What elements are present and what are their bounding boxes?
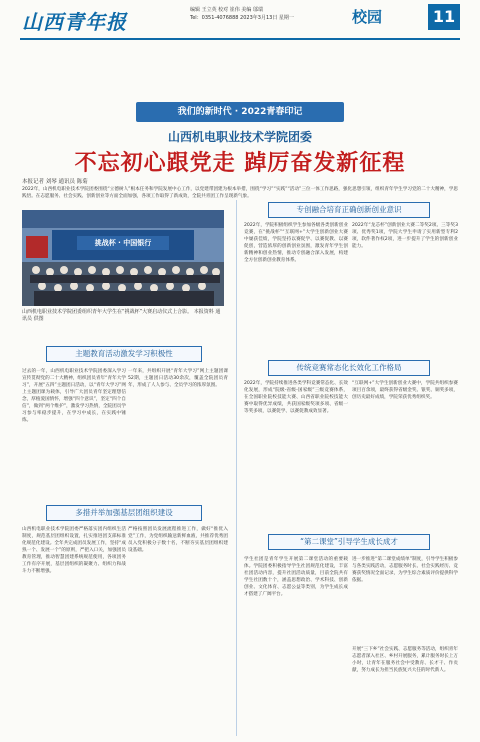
- section2-paragraph-b: 严格按照团员发展流程推进工作，做好“推优入党”工作，为党组织输送新鲜血液，共推荐优秀团员入党积极分子数十名，不断夯实基层团组织建设基础。: [128, 527, 228, 553]
- article-subtitle: 山西机电职业技术学院团委: [167, 130, 312, 144]
- section-heading-1: 主题教育活动激发学习积极性: [46, 346, 202, 362]
- intro-paragraph: 2022年，山西机电职业技术学院团委围绕“立德树人”根本任务和学院发展中心工作，以党建带团建为根本举措，围绕“学习”“实践”“活动”三位一体工作思路，强化思想引领，组织青年学生学习党的二十大精神，学思践悟。在志愿服务、社会实践、创新创业等方面全面加强，各项工作取得了新成效，全院共青团工作呈现新气象。: [22, 187, 458, 199]
- article-byline: 本报记者 刘琴 通讯员 陈菊: [22, 179, 88, 185]
- group-photo-illustration: [22, 210, 224, 306]
- page-number: 11: [428, 4, 460, 30]
- header-rule: [20, 38, 460, 40]
- section4-paragraph-b: “互联网+”大学生创新创业大赛中，学院共组织参赛项目百余项，最终获得省级金奖、银奖、铜奖多项，创历史最好成绩，学院荣获优秀组织奖。: [352, 381, 458, 400]
- section2-paragraph-a: 山西机电职业技术学院团委严格落实团内组织生活制度，规范基层团组织设置，扎实推进团支部标准化规范化建设。全年共完成团员发展工作，坚持“成熟一个、发展一个”的原则，严把入口关，加强团员教育管理，推动智慧团建系统规范使用，各项团务工作有序开展，基层团组织的凝聚力、组织力和战斗力不断增强。: [22, 527, 126, 574]
- header-meta-line2: Tel：0351-4076888 2023年3月13日 星期一: [190, 15, 294, 21]
- section1-paragraph-a: 过去的一年，山西机电职业技术学院团委深入学习宣传贯彻党的二十大精神，组织团员青年“青年大学习”，开展“五四”主题团日活动，以“青年大学习”网上主题团课为载体，引导广大团员青年坚定理想信念，厚植爱国情怀，增强“四个意识”，坚定“四个自信”，做到“两个维护”，激发学习热情，全院团员学习参与率稳步提升，在学习中成长，在实践中锤炼。: [22, 369, 126, 423]
- column-divider: [236, 200, 237, 736]
- section5-paragraph-a: 学生社团是青年学生开展第二课堂活动的重要载体。学院团委积极指导学生社团规范化建设，丰富社团活动内容，提升社团活动质量，目前全院共有学生社团数十个，涵盖思想政治、学术科技、创新创业、文化体育、志愿公益等类别，为学生成长成才搭建了广阔平台。: [244, 557, 348, 597]
- section-heading-5: “第二课堂”引导学生成长成才: [268, 534, 430, 550]
- section5-paragraph-c: 开展“三下乡”社会实践、志愿服务等活动，组织青年志愿者深入社区、乡村开展服务，累计服务时长上万小时，让青年在服务社会中受教育、长才干、作贡献，努力成长为担当民族复兴大任的时代新人。: [352, 647, 458, 673]
- photo-caption: 山西机电职业技术学院团委组织青年大学生在“挑战杯”大赛启动仪式上合影。 本报资料 通讯员 供图: [22, 309, 221, 322]
- section5-paragraph-b: 进一步推进“第二课堂成绩单”制度，引导学生积极参与各类实践活动，志愿服务时长、社会实践经历、竞赛获奖情况全面记录，为学生综合素质评价提供科学依据。: [352, 557, 458, 583]
- section-heading-4: 传统竞赛常态化长效化工作格局: [268, 360, 430, 376]
- section-heading-2: 多措并举加强基层团组织建设: [46, 505, 202, 521]
- header-meta: [190, 6, 294, 22]
- section-name: 校园: [352, 8, 383, 26]
- section1-paragraph-b: 一年来，共组织开展“青年大学习”网上主题团课52期，主题团日活动30余次，覆盖全院团员青年，形成了人人参与、全员学习的浓厚氛围。: [128, 369, 228, 388]
- newspaper-logo: 山西青年报: [22, 10, 127, 34]
- article-title: 不忘初心跟党走 踔厉奋发新征程: [74, 151, 406, 176]
- section3-paragraph-a: 2022年，学院积极组织学生参加各级各类创新创业竞赛，在“挑战杯”“互联网+”大学生创新创业大赛中屡获佳绩，学院坚持以赛促学、以赛促教、以赛促创，营造浓厚的创新创业氛围，激发青年学生创新精神和创业热情，推动专创融合深入发展，构建全方位创新创业教育体系。: [244, 223, 348, 263]
- section3-paragraph-b: 2022年“龙芯杯”创新创业大赛二等奖2项、三等奖3项、优秀奖1项，学院大学生申请了实用新型专利2项，软件著作权2项，进一步提升了学生的创新创业能力。: [352, 223, 458, 249]
- column-banner: 我们的新时代 · 2022青春印记: [136, 102, 344, 122]
- header-meta-line1: 编辑 王立英 校对 崔伟 美编 邬瑞: [190, 7, 263, 13]
- photo-stage-banner: 挑战杯 · 中国银行: [94, 239, 152, 247]
- page-header: [0, 0, 480, 40]
- section4-paragraph-a: 2022年，学院持续推进各类学科竞赛常态化、长效化发展，形成“院级-省级-国家级”三级竞赛体系，在全国职业院校技能大赛、山西省职业院校技能大赛中取得优异成绩，共获国家级奖项多项、省级一等奖多项，以赛促学、以赛促教成效显著。: [244, 381, 348, 414]
- section-heading-3: 专创融合培育正确创新创业意识: [268, 202, 430, 218]
- article-photo: [22, 210, 224, 306]
